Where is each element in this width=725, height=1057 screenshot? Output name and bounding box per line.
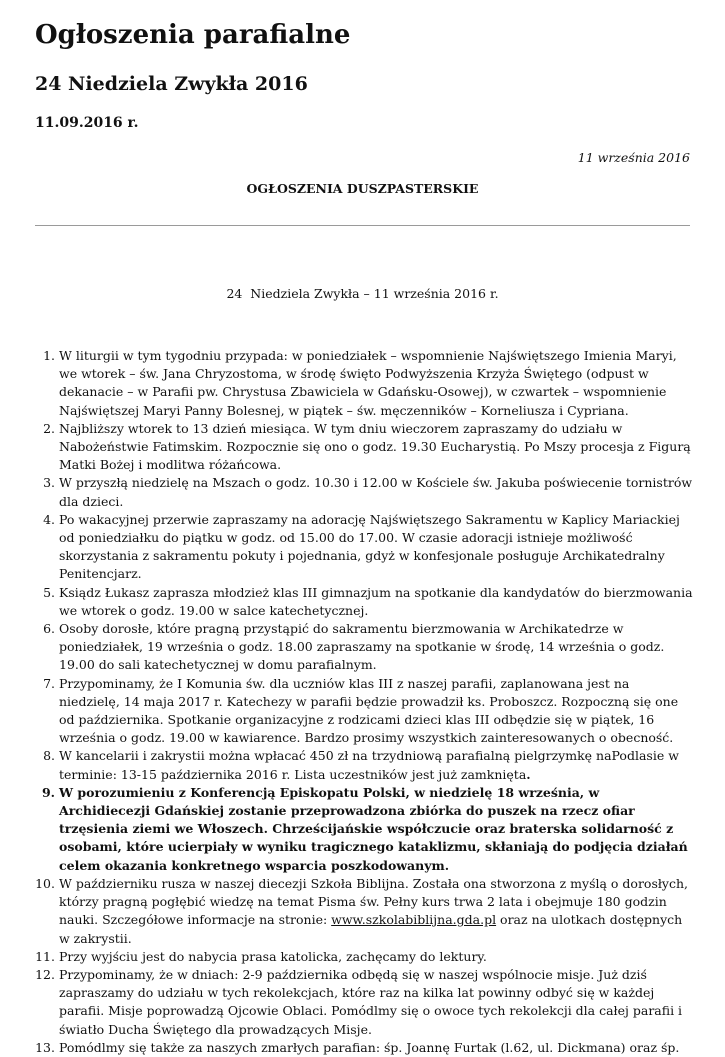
document-date-heading: 11.09.2016 r. — [35, 115, 139, 131]
bible-school-link[interactable]: www.szkolabiblijna.gda.pl — [331, 912, 497, 928]
document-date: 11 września 2016 — [577, 150, 690, 165]
document-title: Ogłoszenia parafialne — [35, 20, 351, 50]
announcement-number: 5. — [43, 584, 55, 600]
announcement-number: 11. — [35, 948, 55, 964]
announcement-text: Ksiądz Łukasz zaprasza młodzież klas III gimnazjum na spotkanie dla kandydatów do bierzmowania we wtorek o godz. 19.00 w salce katechetycznej. — [59, 584, 693, 618]
announcement-number: 9. — [41, 784, 55, 800]
announcement-item — [0, 511, 693, 584]
announcement-item — [0, 474, 693, 510]
announcement-text: Przypominamy, że I Komunia św. dla uczniów klas III z naszej parafii, zaplanowana jest na niedzielę, 14 maja 2017 r. Katechezy w parafii będzie prowadził ks. Proboszcz. Rozpoczną się one od października. Spotkanie organizacyjne z rodzicami dzieci klas III odbędzie się w piątek, 16 września o godz. 19.00 w kawiarence. Bardzo prosimy wszystkich zainteresowanych o obecność. — [59, 675, 679, 746]
announcement-item — [0, 584, 693, 620]
announcement-item — [0, 420, 693, 475]
announcement-number: 4. — [43, 511, 55, 527]
announcement-text: W liturgii w tym tygodniu przypada: w poniedziałek – wspomnienie Najświętszego Imienia Maryi, we wtorek – św. Jana Chryzostoma, w środę święto Podwyższenia Krzyża Świętego (odpust w dekanacie – w Parafii pw. Chrystusa Zbawiciela w Gdańsku-Osowej), w czwartek – wspomnienie Najświętszej Maryi Panny Bolesnej, w piątek – św. męczenników – Korneliusza i Cypriana. — [59, 348, 677, 418]
announcement-number: 1. — [43, 348, 55, 363]
announcement-item — [0, 620, 693, 675]
announcement-number: 7. — [43, 675, 55, 691]
announcement-text-continued: oraz na ulotkach dostępnych w zakrystii. — [59, 912, 683, 946]
announcement-text: W przyszłą niedzielę na Mszach o godz. 10.30 i 12.00 w Kościele św. Jakuba poświecenie tornistrów dla dzieci. — [59, 475, 693, 509]
announcement-number: 6. — [43, 621, 55, 637]
announcement-text: Pomódlmy się także za naszych zmarłych parafian: śp. Joannę Furtak (l.62, ul. Dickmana) oraz śp. — [59, 1039, 680, 1055]
announcement-text: Po wakacyjnej przerwie zapraszamy na adorację Najświętszego Sakramentu w Kaplicy Mariackiej od poniedziałku do piątku w godz. od 15.00 do 17.00. W czasie adoracji istnieje możliwość skorzystania z sakramentu pokuty i pojednania, gdyż w konfesjonale posługuje Archikatedralny Penitencjarz. — [59, 511, 680, 582]
announcement-item-highlighted — [0, 784, 693, 875]
announcement-text: W porozumieniu z Konferencją Episkopatu Polski, w niedzielę 18 września, w Archidiecezji Gdańskiej zostanie przeprowadzona zbiórka do puszek na rzecz ofiar trzęsienia ziemi we Włoszech. Chrześcijańskie współczucie oraz braterska solidarność z osobami, które ucierpiały w wyniku tragicznego kataklizmu, skłaniają do podjęcia działań celem okazania konkretnego wsparcia poszkodowanym. — [59, 784, 688, 873]
announcement-text: Najbliższy wtorek to 13 dzień miesiąca. W tym dniu wieczorem zapraszamy do udziału w Nabożeństwie Fatimskim. Rozpocznie się ono o godz. 19.30 Eucharystią. Po Mszy procesja z Figurą Matki Bożej i modlitwa różańcowa. — [59, 420, 691, 473]
announcements-list — [0, 347, 725, 1057]
announcement-item — [0, 875, 693, 948]
announcement-number: 12. — [35, 966, 55, 982]
document-subtitle: 24 Niedziela Zwykła 2016 — [35, 73, 308, 95]
announcement-item — [0, 675, 693, 748]
horizontal-divider — [35, 225, 690, 226]
announcement-text: Przy wyjściu jest do nabycia prasa katolicka, zachęcamy do lektury. — [59, 948, 487, 964]
announcement-number: 10. — [35, 875, 55, 891]
announcement-text: Osoby dorosłe, które pragną przystąpić do sakramentu bierzmowania w Archikatedrze w poniedziałek, 19 września o godz. 18.00 zapraszamy na spotkanie w środę, 14 września o godz. 19.00 do sali katechetycznej w domu parafialnym. — [59, 621, 665, 673]
announcement-number: 2. — [43, 420, 55, 436]
announcement-item — [0, 347, 693, 420]
announcement-text: Przypominamy, że w dniach: 2-9 października odbędą się w naszej wspólnocie misje. Już dziś zapraszamy do udziału w tych rekolekcjach, które raz na kilka lat powinny odbyć się w każdej parafii. Misje poprowadzą Ojcowie Oblaci. Pomódlmy się o owoce tych rekolekcji dla całej parafii i światło Ducha Świętego dla prowadzących Misje. — [59, 966, 683, 1037]
sunday-caption: 24 Niedziela Zwykła – 11 września 2016 r. — [226, 286, 499, 301]
announcement-text: W kancelarii i zakrystii można wpłacać 450 zł na trzydniową parafialną pielgrzymkę naPodlasie w terminie: 13-15 października 2016 r. Lista uczestników jest już zamknięta — [59, 748, 679, 782]
announcement-number: 13. — [35, 1039, 55, 1055]
announcement-text-bold-tail: . — [526, 766, 531, 782]
announcement-item — [0, 747, 693, 783]
announcement-item — [0, 1039, 693, 1057]
announcement-item — [0, 966, 693, 1039]
announcement-number: 3. — [43, 475, 55, 491]
announcement-text: W październiku rusza w naszej diecezji Szkoła Biblijna. Została ona stworzona z myślą o dorosłych, którzy pragną pogłębić wiedzę na temat Pisma św. Pełny kurs trwa 2 lata i obejmuje 180 godzin nauki. Szczegółowe informacje na stronie: — [59, 875, 689, 928]
announcement-item — [0, 948, 693, 966]
section-heading: OGŁOSZENIA DUSZPASTERSKIE — [246, 181, 479, 196]
announcement-number: 8. — [43, 748, 55, 764]
